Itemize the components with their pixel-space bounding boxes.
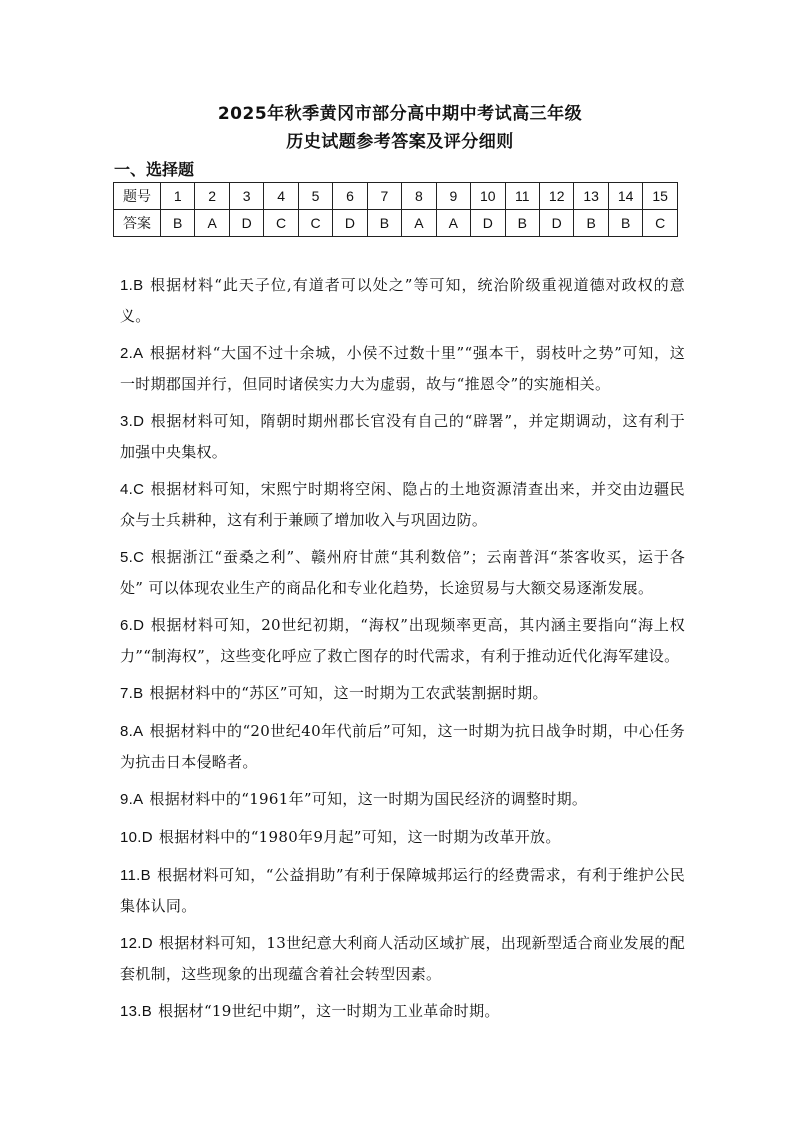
explanation-text: 根据材料可知，宋熙宁时期将空闲、隐占的土地资源清查出来，并交由边疆民众与士兵耕种，这有利于兼顾了增加收入与巩固边防。 xyxy=(120,480,685,529)
explanation-text: 根据材料中的“1980年9月起”可知，这一时期为改革开放。 xyxy=(158,828,561,846)
question-number: 4 xyxy=(264,183,298,210)
row-label-question: 题号 xyxy=(114,183,161,210)
explanation-text: 根据材“19世纪中期”，这一时期为工业革命时期。 xyxy=(158,1002,500,1020)
answer-row xyxy=(114,210,678,237)
explanation-number: 3.D xyxy=(120,413,145,430)
explanation-item xyxy=(120,716,685,777)
question-number: 11 xyxy=(505,183,539,210)
explanation-number: 2.A xyxy=(120,345,144,362)
explanation-number: 10.D xyxy=(120,829,153,846)
explanation-number: 4.C xyxy=(120,481,145,498)
explanation-text: 根据材料“此天子位,有道者可以处之”等可知，统治阶级重视道德对政权的意义。 xyxy=(120,276,685,325)
explanation-text: 根据材料可知，“公益捐助”有利于保障城邦运行的经费需求，有利于维护公民集体认同。 xyxy=(120,866,685,915)
explanation-item xyxy=(120,822,685,853)
question-number: 13 xyxy=(574,183,608,210)
answer-cell: D xyxy=(229,210,263,237)
answer-cell: A xyxy=(402,210,436,237)
explanation-item xyxy=(120,338,685,399)
explanation-number: 8.A xyxy=(120,723,144,740)
answer-table xyxy=(113,182,678,237)
question-number: 8 xyxy=(402,183,436,210)
question-number: 14 xyxy=(608,183,642,210)
explanation-item xyxy=(120,678,685,709)
explanation-text: 根据浙江“蚕桑之利”、赣州府甘蔗“其利数倍”；云南普洱“茶客收买，运于各处” 可以体现农业生产的商品化和专业化趋势，长途贸易与大额交易逐渐发展。 xyxy=(120,548,685,597)
explanation-text: 根据材料可知，隋朝时期州郡长官没有自己的“辟署”，并定期调动，这有利于加强中央集权。 xyxy=(120,412,685,461)
section-heading: 一、选择题 xyxy=(114,160,195,179)
question-number: 6 xyxy=(333,183,367,210)
question-number: 12 xyxy=(539,183,573,210)
explanation-text: 根据材料中的“1961年”可知，这一时期为国民经济的调整时期。 xyxy=(149,790,588,808)
question-number: 15 xyxy=(643,183,678,210)
explanation-item xyxy=(120,474,685,535)
answer-cell: D xyxy=(333,210,367,237)
answer-cell: B xyxy=(608,210,642,237)
page-subtitle: 历史试题参考答案及评分细则 xyxy=(286,132,514,152)
question-number-row xyxy=(114,183,678,210)
question-number: 7 xyxy=(367,183,401,210)
explanation-number: 11.B xyxy=(120,867,151,884)
explanation-item xyxy=(120,928,685,989)
explanation-text: 根据材料中的“20世纪40年代前后”可知，这一时期为抗日战争时期，中心任务为抗击日本侵略者。 xyxy=(120,722,685,771)
answer-cell: B xyxy=(161,210,195,237)
explanation-number: 13.B xyxy=(120,1003,153,1020)
answer-cell: B xyxy=(505,210,539,237)
answer-cell: A xyxy=(195,210,229,237)
explanation-number: 7.B xyxy=(120,685,144,702)
explanation-item xyxy=(120,270,685,331)
explanation-text: 根据材料中的“苏区”可知，这一时期为工农武装割据时期。 xyxy=(149,684,548,702)
answer-cell: D xyxy=(471,210,505,237)
explanation-text: 根据材料可知，13世纪意大利商人活动区域扩展，出现新型适合商业发展的配套机制，这些现象的出现蕴含着社会转型因素。 xyxy=(120,934,685,983)
explanation-item xyxy=(120,406,685,467)
row-label-answer: 答案 xyxy=(114,210,161,237)
explanation-item xyxy=(120,860,685,921)
explanation-number: 1.B xyxy=(120,277,144,294)
question-number: 3 xyxy=(229,183,263,210)
answer-cell: C xyxy=(264,210,298,237)
explanation-text: 根据材料“大国不过十余城，小侯不过数十里”“强本干，弱枝叶之势”可知，这一时期郡国并行，但同时诸侯实力大为虚弱，故与“推恩令”的实施相关。 xyxy=(120,344,685,393)
explanation-item xyxy=(120,542,685,603)
explanation-item xyxy=(120,996,685,1027)
answer-cell: A xyxy=(436,210,470,237)
explanation-item xyxy=(120,610,685,671)
page-title: 2025年秋季黄冈市部分高中期中考试高三年级 xyxy=(217,104,583,124)
question-number: 10 xyxy=(471,183,505,210)
explanation-text: 根据材料可知，20世纪初期，“海权”出现频率更高，其内涵主要指向“海上权力”“制海权”，这些变化呼应了救亡图存的时代需求，有利于推动近代化海军建设。 xyxy=(120,616,685,665)
answer-cell: C xyxy=(643,210,678,237)
answer-cell: B xyxy=(574,210,608,237)
explanation-number: 12.D xyxy=(120,935,153,952)
explanation-item xyxy=(120,784,685,815)
question-number: 5 xyxy=(298,183,332,210)
explanation-number: 6.D xyxy=(120,617,145,634)
explanation-number: 5.C xyxy=(120,549,145,566)
question-number: 2 xyxy=(195,183,229,210)
question-number: 1 xyxy=(161,183,195,210)
question-number: 9 xyxy=(436,183,470,210)
answer-cell: B xyxy=(367,210,401,237)
answer-cell: C xyxy=(298,210,332,237)
answer-cell: D xyxy=(539,210,573,237)
explanation-number: 9.A xyxy=(120,791,144,808)
explanation-list xyxy=(120,270,685,1034)
